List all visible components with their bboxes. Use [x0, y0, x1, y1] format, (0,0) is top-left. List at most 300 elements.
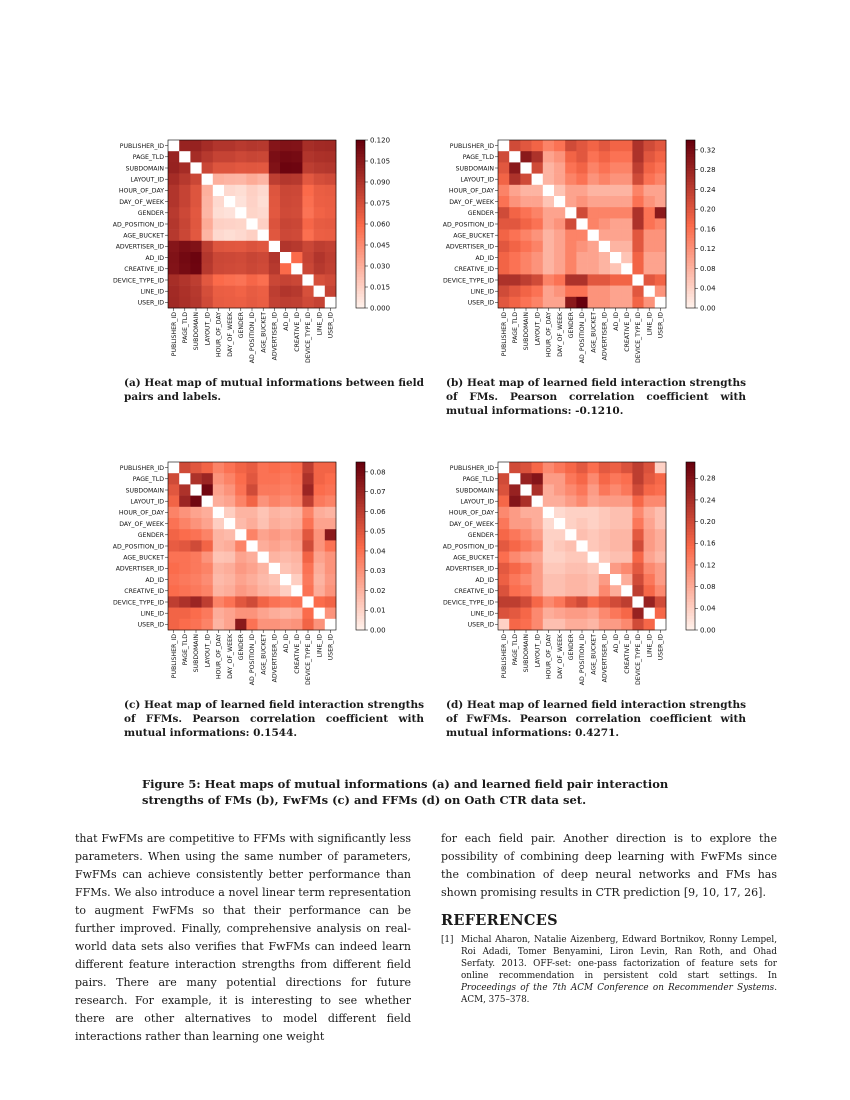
- colorbar-segment: [356, 526, 365, 529]
- heatmap-cell: [565, 140, 577, 152]
- heatmap-cell: [314, 230, 326, 242]
- y-tick-label: DAY_OF_WEEK: [449, 520, 494, 528]
- heatmap-cell: [554, 596, 566, 608]
- heatmap-cell: [576, 263, 588, 275]
- heatmap-cell: [213, 552, 225, 564]
- heatmap-cell: [213, 529, 225, 541]
- colorbar-segment: [356, 546, 365, 549]
- heatmap-cell: [258, 574, 270, 586]
- heatmap-cell: [632, 540, 644, 552]
- y-tick-label: AD_POSITION_ID: [442, 543, 494, 551]
- heatmap-cell: [213, 174, 225, 186]
- colorbar-segment: [356, 300, 365, 303]
- heatmap-cell: [280, 241, 292, 253]
- heatmap-cell: [314, 619, 326, 631]
- colorbar-segment: [686, 518, 695, 521]
- colorbar-tick-label: 0.030: [370, 262, 391, 271]
- colorbar-segment: [356, 224, 365, 227]
- heatmap-cell: [599, 552, 611, 564]
- colorbar-segment: [686, 185, 695, 188]
- heatmap-cell: [543, 574, 555, 586]
- x-tick-label: SUBDOMAIN: [523, 312, 531, 351]
- heatmap-cell: [621, 619, 633, 631]
- heatmap-cell: [644, 473, 656, 485]
- heatmap-cell: [258, 252, 270, 264]
- colorbar-segment: [686, 154, 695, 157]
- heatmap-cell: [644, 252, 656, 264]
- heatmap-cell: [224, 585, 236, 597]
- heatmap-cell: [532, 252, 544, 264]
- caption-a: (a) Heat map of mutual informations between field pairs and labels.: [124, 377, 424, 403]
- heatmap-cell: [269, 529, 281, 541]
- colorbar-segment: [686, 624, 695, 627]
- y-tick-label: SUBDOMAIN: [125, 165, 164, 173]
- heatmap-cell: [576, 207, 588, 219]
- heatmap-cell: [179, 585, 191, 597]
- heatmap-cell: [532, 608, 544, 620]
- heatmap-cell: [532, 286, 544, 298]
- heatmap-cell: [202, 529, 214, 541]
- colorbar-segment: [356, 585, 365, 588]
- heatmap-cell: [246, 540, 258, 552]
- heatmap-cell: [213, 540, 225, 552]
- heatmap-cell: [655, 140, 667, 152]
- heatmap-cell: [291, 174, 303, 186]
- heatmap-cell: [509, 596, 521, 608]
- heatmap-cell: [246, 218, 258, 230]
- heatmap-cell: [314, 218, 326, 230]
- heatmap-cell: [520, 140, 532, 152]
- heatmap-cell: [269, 263, 281, 275]
- heatmap-cell: [610, 218, 622, 230]
- heatmap-cell: [498, 218, 510, 230]
- heatmap-cell: [655, 274, 667, 286]
- colorbar-segment: [686, 512, 695, 515]
- colorbar-segment: [686, 468, 695, 471]
- heatmap-cell: [576, 540, 588, 552]
- colorbar-segment: [356, 291, 365, 294]
- heatmap-cell: [302, 619, 314, 631]
- heatmap-cell: [179, 263, 191, 275]
- y-tick-label: GENDER: [467, 210, 494, 218]
- heatmap-cell: [224, 540, 236, 552]
- heatmap-cell: [565, 185, 577, 197]
- heatmap-cell: [258, 207, 270, 219]
- heatmap-cell: [599, 185, 611, 197]
- heatmap-cell: [325, 462, 337, 474]
- heatmap-cell: [202, 274, 214, 286]
- x-tick-label: AD_ID: [282, 634, 290, 653]
- heatmap-cell: [599, 596, 611, 608]
- heatmap-cell: [599, 174, 611, 186]
- heatmap-cell: [291, 484, 303, 496]
- heatmap-cell: [498, 230, 510, 242]
- heatmap-cell: [190, 218, 202, 230]
- heatmap-cell: [632, 529, 644, 541]
- heatmap-cell: [325, 297, 337, 309]
- heatmap-cell: [621, 507, 633, 519]
- heatmap-cell: [520, 297, 532, 309]
- heatmap-cell: [325, 286, 337, 298]
- colorbar-segment: [686, 552, 695, 555]
- colorbar-segment: [686, 591, 695, 594]
- heatmap-cell: [246, 196, 258, 208]
- heatmap-cell: [213, 241, 225, 253]
- colorbar-segment: [686, 238, 695, 241]
- heatmap-cell: [280, 518, 292, 530]
- colorbar-segment: [686, 179, 695, 182]
- heatmap-cell: [246, 207, 258, 219]
- heatmap-cell: [213, 585, 225, 597]
- heatmap-cell: [554, 274, 566, 286]
- heatmap-cell: [224, 140, 236, 152]
- heatmap-cell: [235, 563, 247, 575]
- heatmap-cell: [213, 263, 225, 275]
- heatmap-cell: [632, 185, 644, 197]
- heatmap-cell: [190, 151, 202, 163]
- heatmap-cell: [554, 207, 566, 219]
- heatmap-cell: [520, 151, 532, 163]
- colorbar-segment: [356, 302, 365, 305]
- heatmap-cell: [224, 473, 236, 485]
- colorbar-segment: [686, 246, 695, 249]
- heatmap-cell: [168, 496, 180, 508]
- heatmap-cell: [576, 174, 588, 186]
- heatmap-cell: [588, 207, 600, 219]
- x-tick-label: LAYOUT_ID: [534, 312, 542, 346]
- heatmap-cell: [554, 496, 566, 508]
- heatmap-cell: [258, 552, 270, 564]
- heatmap-cell: [168, 518, 180, 530]
- colorbar-segment: [686, 524, 695, 527]
- heatmap-cell: [565, 174, 577, 186]
- colorbar-segment: [356, 204, 365, 207]
- y-tick-label: ADVERTISER_ID: [445, 243, 494, 251]
- heatmap-cell: [179, 207, 191, 219]
- heatmap-cell: [554, 286, 566, 298]
- heatmap-cell: [246, 297, 258, 309]
- y-tick-label: PUBLISHER_ID: [119, 464, 164, 472]
- heatmap-cell: [632, 162, 644, 174]
- heatmap-cell: [644, 162, 656, 174]
- heatmap-cell: [269, 241, 281, 253]
- heatmap-cell: [179, 473, 191, 485]
- heatmap-cell: [291, 540, 303, 552]
- y-tick-label: CREATIVE_ID: [454, 266, 494, 274]
- heatmap-cell: [224, 218, 236, 230]
- heatmap-cell: [588, 185, 600, 197]
- colorbar-segment: [686, 249, 695, 252]
- heatmap-cell: [621, 529, 633, 541]
- colorbar-segment: [356, 140, 365, 143]
- heatmap-cell: [554, 552, 566, 564]
- colorbar-segment: [686, 560, 695, 563]
- heatmap-cell: [224, 252, 236, 264]
- heatmap-cell: [655, 241, 667, 253]
- heatmap-cell: [532, 218, 544, 230]
- colorbar-segment: [686, 608, 695, 611]
- y-tick-label: HOUR_OF_DAY: [448, 187, 494, 195]
- heatmap-cell: [588, 540, 600, 552]
- heatmap-cell: [565, 462, 577, 474]
- heatmap-cell: [632, 518, 644, 530]
- heatmap-cell: [632, 596, 644, 608]
- heatmap-cell: [269, 608, 281, 620]
- colorbar-segment: [686, 594, 695, 597]
- heatmap-cell: [644, 529, 656, 541]
- heatmap-cell: [190, 540, 202, 552]
- reference-venue: Proceedings of the 7th ACM Conference on Recommender Systems: [461, 983, 775, 993]
- heatmap-cell: [325, 585, 337, 597]
- y-tick-label: ADVERTISER_ID: [445, 565, 494, 573]
- colorbar-tick-label: 0.000: [370, 304, 391, 313]
- heatmap-cell: [302, 529, 314, 541]
- heatmap-cell: [509, 263, 521, 275]
- colorbar-segment: [356, 493, 365, 496]
- heatmap-cell: [302, 286, 314, 298]
- heatmap-cell: [632, 608, 644, 620]
- heatmap-cell: [520, 473, 532, 485]
- heatmap-cell: [190, 608, 202, 620]
- heatmap-cell: [179, 518, 191, 530]
- heatmap-cell: [246, 596, 258, 608]
- heatmap-cell: [509, 585, 521, 597]
- heatmap-cell: [190, 563, 202, 575]
- x-tick-label: AGE_BUCKET: [590, 634, 598, 675]
- heatmap-cell: [655, 162, 667, 174]
- colorbar-segment: [686, 196, 695, 199]
- colorbar-tick-label: 0.00: [370, 626, 386, 635]
- heatmap-cell: [179, 496, 191, 508]
- heatmap-cell: [621, 540, 633, 552]
- y-tick-label: CREATIVE_ID: [454, 588, 494, 596]
- heatmap-cell: [621, 552, 633, 564]
- heatmap-cell: [588, 552, 600, 564]
- heatmap-cell: [325, 540, 337, 552]
- heatmap-cell: [302, 241, 314, 253]
- heatmap-cell: [179, 241, 191, 253]
- heatmap-cell: [190, 162, 202, 174]
- heatmap-cell: [509, 230, 521, 242]
- heatmap-cell: [280, 196, 292, 208]
- heatmap-cell: [291, 140, 303, 152]
- heatmap-cell: [509, 496, 521, 508]
- heatmap-cell: [599, 140, 611, 152]
- heatmap-cell: [632, 230, 644, 242]
- heatmap-cell: [291, 596, 303, 608]
- heatmap-cell: [520, 462, 532, 474]
- colorbar-segment: [356, 260, 365, 263]
- heatmap-cell: [314, 563, 326, 575]
- colorbar-tick-label: 0.28: [700, 166, 716, 175]
- heatmap-cell: [213, 496, 225, 508]
- colorbar-tick-label: 0.060: [370, 220, 391, 229]
- heatmap-cell: [202, 462, 214, 474]
- heatmap-cell: [644, 574, 656, 586]
- heatmap-cell: [599, 297, 611, 309]
- colorbar-segment: [356, 608, 365, 611]
- heatmap-cell: [632, 563, 644, 575]
- colorbar-segment: [686, 157, 695, 160]
- x-tick-label: SUBDOMAIN: [193, 634, 201, 673]
- heatmap-cell: [280, 540, 292, 552]
- heatmap-cell: [599, 507, 611, 519]
- heatmap-cell: [213, 608, 225, 620]
- heatmap-cell: [509, 297, 521, 309]
- heatmap-cell: [632, 252, 644, 264]
- heatmap-cell: [644, 518, 656, 530]
- heatmap-cell: [610, 151, 622, 163]
- heatmap-cell: [291, 529, 303, 541]
- colorbar-segment: [356, 230, 365, 233]
- colorbar-segment: [686, 302, 695, 305]
- heatmap-cell: [179, 552, 191, 564]
- heatmap-cell: [325, 574, 337, 586]
- heatmap-cell: [280, 286, 292, 298]
- colorbar-segment: [356, 596, 365, 599]
- heatmap-cell: [498, 462, 510, 474]
- colorbar-segment: [356, 571, 365, 574]
- heatmap-cell: [258, 619, 270, 631]
- y-tick-label: AD_POSITION_ID: [112, 221, 164, 229]
- heatmap-cell: [246, 162, 258, 174]
- heatmap-cell: [168, 552, 180, 564]
- heatmap-cell: [246, 552, 258, 564]
- heatmap-cell: [610, 484, 622, 496]
- heatmap-cell: [576, 596, 588, 608]
- figure-caption: [142, 776, 722, 808]
- heatmap-cell: [269, 174, 281, 186]
- x-tick-label: GENDER: [568, 634, 575, 661]
- heatmap-cell: [498, 185, 510, 197]
- colorbar-segment: [686, 165, 695, 168]
- y-tick-label: USER_ID: [137, 299, 164, 307]
- heatmap-cell: [302, 484, 314, 496]
- heatmap-cell: [224, 484, 236, 496]
- heatmap-cell: [314, 174, 326, 186]
- heatmap-cell: [621, 608, 633, 620]
- heatmap-cell: [179, 297, 191, 309]
- heatmap-cell: [168, 297, 180, 309]
- heatmap-cell: [554, 241, 566, 253]
- heatmap-cell: [498, 473, 510, 485]
- heatmap-cell: [302, 552, 314, 564]
- heatmap-cell: [302, 196, 314, 208]
- heatmap-cell: [520, 585, 532, 597]
- heatmap-cell: [179, 185, 191, 197]
- heatmap-cell: [543, 462, 555, 474]
- heatmap-cell: [302, 207, 314, 219]
- y-tick-label: AGE_BUCKET: [453, 554, 494, 562]
- heatmap-cell: [291, 552, 303, 564]
- heatmap-cell: [498, 484, 510, 496]
- heatmap-cell: [325, 230, 337, 242]
- heatmap-cell: [632, 196, 644, 208]
- colorbar-segment: [686, 515, 695, 518]
- heatmap-cell: [565, 162, 577, 174]
- heatmap-cell: [610, 608, 622, 620]
- heatmap-cell: [213, 473, 225, 485]
- heatmap-cell: [202, 608, 214, 620]
- heatmap-cell: [588, 174, 600, 186]
- colorbar-segment: [356, 196, 365, 199]
- heatmap-cell: [235, 529, 247, 541]
- heatmap-cell: [179, 507, 191, 519]
- colorbar-segment: [356, 577, 365, 580]
- heatmap-cell: [498, 552, 510, 564]
- colorbar-segment: [356, 624, 365, 627]
- heatmap-cell: [644, 241, 656, 253]
- heatmap-cell: [621, 596, 633, 608]
- heatmap-cell: [246, 185, 258, 197]
- heatmap-cell: [543, 218, 555, 230]
- heatmap-cell: [235, 196, 247, 208]
- heatmap-cell: [202, 619, 214, 631]
- heatmap-cell: [554, 529, 566, 541]
- heatmap-cell: [655, 596, 667, 608]
- heatmap-cell: [269, 585, 281, 597]
- heatmap-cell: [291, 185, 303, 197]
- colorbar-segment: [356, 557, 365, 560]
- heatmap-cell: [269, 218, 281, 230]
- heatmap-cell: [565, 218, 577, 230]
- heatmap-cell: [520, 274, 532, 286]
- heatmap-cell: [532, 619, 544, 631]
- heatmap-cell: [258, 540, 270, 552]
- heatmap-cell: [565, 252, 577, 264]
- x-tick-label: AD_ID: [282, 312, 290, 331]
- colorbar-segment: [356, 283, 365, 286]
- heatmap-cell: [246, 274, 258, 286]
- y-tick-label: LINE_ID: [470, 610, 494, 618]
- heatmap-cell: [246, 507, 258, 519]
- colorbar-segment: [356, 518, 365, 521]
- heatmap-cell: [632, 619, 644, 631]
- colorbar-segment: [356, 599, 365, 602]
- heatmap-cell: [190, 473, 202, 485]
- heatmap-cell: [532, 462, 544, 474]
- heatmap-cell: [599, 230, 611, 242]
- heatmap-cell: [190, 263, 202, 275]
- colorbar-segment: [686, 255, 695, 258]
- y-tick-label: HOUR_OF_DAY: [448, 509, 494, 517]
- heatmap-cell: [576, 518, 588, 530]
- colorbar-segment: [686, 487, 695, 490]
- colorbar-segment: [686, 498, 695, 501]
- heatmap-cell: [302, 230, 314, 242]
- heatmap-cell: [168, 540, 180, 552]
- heatmap-cell: [213, 462, 225, 474]
- heatmap-cell: [235, 473, 247, 485]
- heatmap-cell: [632, 140, 644, 152]
- heatmap-cell: [588, 162, 600, 174]
- heatmap-cell: [168, 529, 180, 541]
- heatmap-cell: [224, 241, 236, 253]
- colorbar-tick-label: 0.07: [370, 488, 386, 497]
- x-tick-label: HOUR_OF_DAY: [545, 634, 553, 680]
- heatmap-d: [440, 457, 740, 692]
- colorbar-segment: [356, 515, 365, 518]
- y-tick-label: SUBDOMAIN: [455, 165, 494, 173]
- heatmap-cell: [644, 496, 656, 508]
- heatmap-cell: [190, 619, 202, 631]
- heatmap-cell: [498, 608, 510, 620]
- heatmap-cell: [588, 286, 600, 298]
- heatmap-cell: [554, 162, 566, 174]
- heatmap-cell: [190, 241, 202, 253]
- colorbar-segment: [356, 269, 365, 272]
- heatmap-cell: [179, 574, 191, 586]
